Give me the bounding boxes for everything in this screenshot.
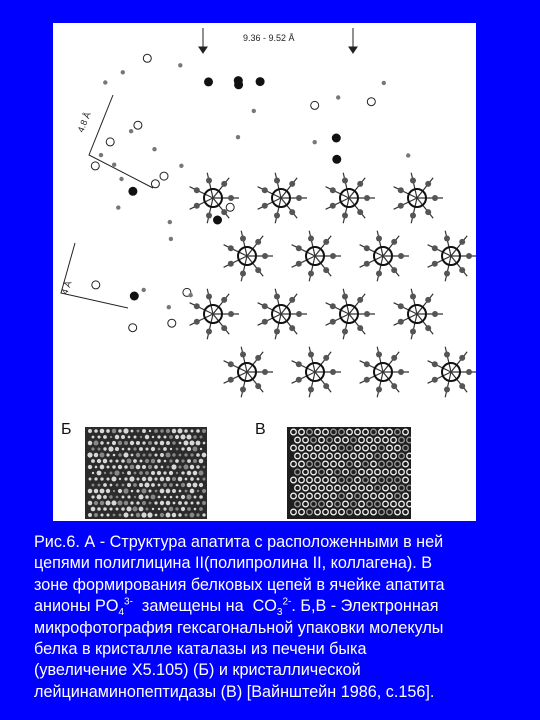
caption-line: Рис.6. А - Структура апатита с расположенными в ней bbox=[34, 533, 444, 551]
apatite-structure-diagram bbox=[53, 23, 476, 423]
caption-line: (увеличение X5.105) (Б) и кристаллической bbox=[34, 661, 361, 680]
scale-label: 9.36 - 9.52 Å bbox=[243, 33, 295, 43]
dim-label-bottom: 4 Å bbox=[59, 279, 74, 296]
caption-line: белка в кристалле каталазы из печени быка bbox=[34, 640, 367, 659]
panel-b-label: Б bbox=[61, 421, 72, 438]
figure-panel bbox=[53, 23, 476, 521]
caption-line: зоне формирования белковых цепей в ячейке апатита bbox=[34, 575, 445, 594]
caption-line: лейцинаминопептидазы (В) [Вайнштейн 1986, с.156]. bbox=[34, 682, 435, 701]
caption-line: микрофотография гексагональной упаковки молекулы bbox=[34, 618, 444, 637]
figure-caption bbox=[34, 532, 504, 703]
micrograph-v bbox=[287, 427, 411, 519]
caption-line: цепями полиглицина II(полипролина II, коллагена). В bbox=[34, 554, 433, 573]
atom-markers bbox=[91, 54, 410, 331]
caption-line: анионы $PO_4^{3-}$ замещены на $CO_3^{2-}$. Б,В - Электронная bbox=[34, 596, 439, 619]
panel-v-label: В bbox=[255, 421, 266, 438]
dim-label-top: 4.8 Å bbox=[75, 110, 93, 134]
micrograph-b bbox=[85, 427, 207, 519]
